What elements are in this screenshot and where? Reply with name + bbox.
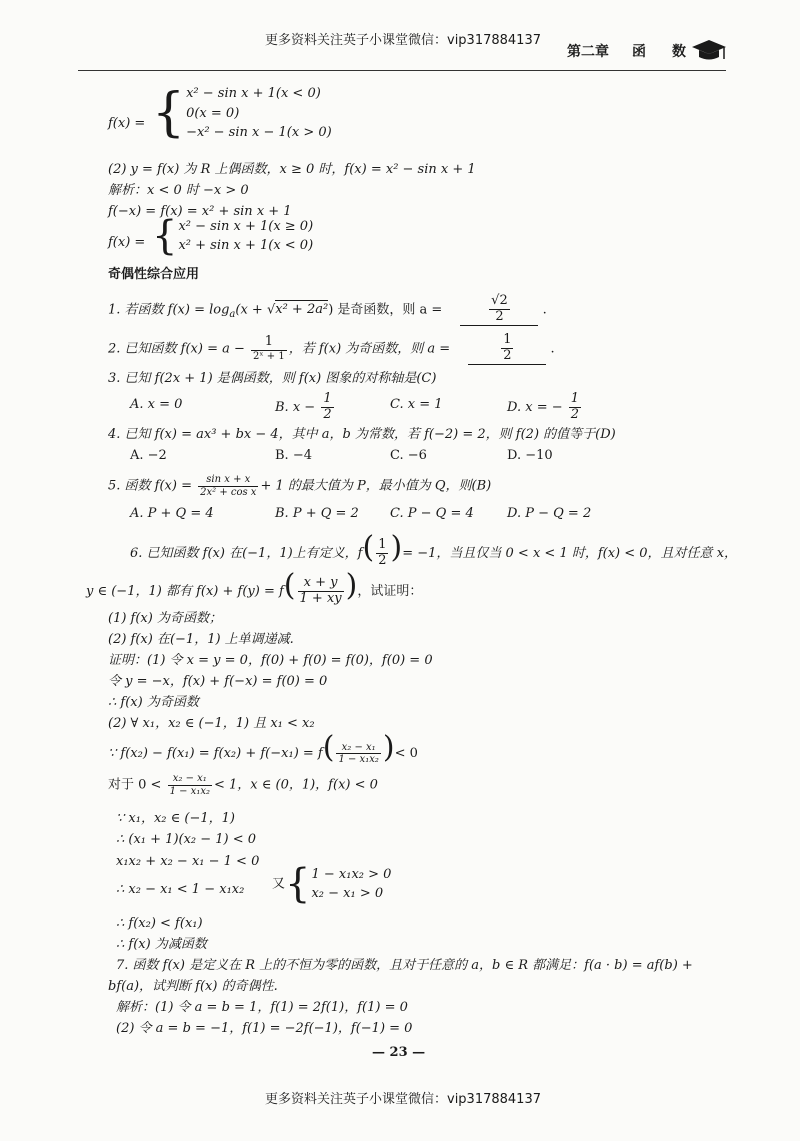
text-line: x₁x₂ + x₂ − x₁ − 1 < 0 (116, 854, 260, 869)
q1-text: 1. 若函数 f(x) = log (108, 302, 230, 318)
system-label: 又 (272, 876, 286, 892)
text-line: (2) 令 a = b = −1，f(1) = −2f(−1)，f(−1) = 0 (116, 1021, 413, 1036)
fraction-denominator: 2 (570, 406, 580, 422)
option-d: D. P − Q = 2 (507, 506, 592, 521)
option-a: A. −2 (130, 448, 167, 463)
question-2: 2. 已知函数 f(x) = a − $\frac{1}{\text{2ˣ + 1}}$ ，若 f(x) 为奇函数，则 a = $\frac{1}{2}$ . (108, 332, 555, 363)
text-line: ∴ f(x) 为减函数 (116, 937, 207, 952)
proof-line (108, 773, 378, 797)
fraction-numerator: sin x + x (198, 474, 258, 487)
option-d: D. −10 (507, 448, 553, 463)
watermark-top: 更多资料关注英子小课堂微信：vip317884137 (265, 33, 541, 48)
text-line: ∴ (x₁ + 1)(x₂ − 1) < 0 (116, 832, 257, 847)
fraction-numerator: 1 (251, 335, 287, 351)
text-line: f(−x) = f(x) = x² + sin x + 1 (108, 204, 292, 219)
section-title: 奇偶性综合应用 (108, 267, 200, 282)
case-line: 1 − x₁x₂ > 0 (311, 866, 392, 882)
fraction-numerator: 1 (570, 391, 580, 406)
q6-text: = −1，当且仅当 0 < x < 1 时，f(x) < 0，且对任意 x， (402, 546, 738, 561)
question-1: 1. 若函数 $f(x) = \log_a(x + √x^2 + 2a^2)$ 是奇函数，则 a = $\frac{√2}{2}$ . (108, 293, 547, 324)
fraction-denominator: 2 (378, 553, 387, 568)
header-rule (78, 70, 726, 71)
fraction-denominator: 1 − x₁x₂ (169, 785, 210, 797)
paren-close: ) (390, 530, 403, 565)
q6-text: ，试证明： (357, 584, 423, 599)
piecewise-2 (152, 213, 314, 259)
piecewise-2-lhs: f(x) = (108, 235, 146, 250)
q6-text: 6. 已知函数 f(x) 在(−1，1)上有定义，f (130, 546, 363, 561)
fraction-denominator: 2 (503, 347, 512, 363)
text-line: 解析：(1) 令 a = b = 1，f(1) = 2f(1)，f(1) = 0 (116, 1000, 408, 1015)
text-line: (2) f(x) 在(−1，1) 上单调递减. (108, 632, 294, 647)
piecewise-1-lhs: f(x) = (108, 116, 146, 131)
system-of-inequalities (272, 861, 392, 907)
question-6 (130, 530, 738, 569)
page-number: — 23 — (372, 1045, 426, 1060)
q1-radicand: x² + 2a² (275, 302, 329, 318)
fraction-numerator: 1 (378, 537, 387, 553)
text-line: 令 y = −x，f(x) + f(−x) = f(0) = 0 (108, 674, 328, 689)
question-4: 4. 已知 f(x) = ax³ + bx − 4，其中 a，b 为常数，若 f(−2) = 2，则 f(2) 的值等于(D) (108, 427, 616, 442)
paren-close: ) (382, 730, 395, 765)
fraction-numerator: x₂ − x₁ (336, 742, 380, 755)
q6-text: y ∈ (−1，1) 都有 f(x) + f(y) = f (86, 584, 284, 599)
option-b (275, 392, 336, 423)
page-number-value: 23 (389, 1045, 408, 1060)
q1-text: (x + (235, 302, 267, 318)
brace-symbol: { (152, 83, 186, 144)
option-b: B. −4 (275, 448, 312, 463)
fraction-denominator: 1 + xy (299, 591, 342, 606)
option-a: A. x = 0 (130, 397, 183, 412)
fraction-denominator: 1 − x₁x₂ (338, 754, 379, 765)
text-line: 解析：x < 0 时 −x > 0 (108, 183, 249, 198)
paren-open: ( (322, 730, 335, 765)
brace-symbol: { (152, 213, 178, 259)
text-line: (1) f(x) 为奇函数； (108, 611, 222, 626)
fraction-numerator: 1 (503, 332, 512, 347)
fraction-numerator: x + y (298, 576, 344, 592)
question-5 (108, 474, 491, 498)
fraction-denominator: 2 (495, 308, 504, 324)
case-line: −x² − sin x − 1(x > 0) (186, 125, 332, 140)
paren-open: ( (362, 530, 375, 565)
q2-answer (468, 333, 546, 365)
paren-close: ) (345, 568, 358, 603)
case-line: x² − sin x + 1(x ≥ 0) (178, 218, 314, 234)
text-line: ∵ x₁，x₂ ∈ (−1，1) (116, 811, 235, 826)
chapter-title-a: 函 (632, 44, 646, 60)
q5-text: + 1 的最大值为 P，最小值为 Q，则(B) (260, 478, 492, 494)
text-line: ∴ f(x) 为奇函数 (108, 695, 199, 710)
proof-text: 对于 0 < (108, 777, 162, 793)
graduation-cap-icon (690, 37, 728, 63)
text-line: 证明：(1) 令 x = y = 0，f(0) + f(0) = f(0)，f(0) = 0 (108, 653, 433, 668)
fraction-denominator: 2x² + cos x (200, 486, 257, 498)
text-line: ∴ f(x₂) < f(x₁) (116, 916, 203, 931)
question-7-cont: bf(a)，试判断 f(x) 的奇偶性. (108, 979, 278, 994)
brace-symbol: { (285, 861, 311, 907)
text-line: (2) y = f(x) 为 R 上偶函数，x ≥ 0 时，f(x) = x² − sin x + 1 (108, 162, 476, 177)
watermark-bottom: 更多资料关注英子小课堂微信：vip317884137 (265, 1092, 541, 1107)
question-7: 7. 函数 f(x) 是定义在 R 上的不恒为零的函数，且对于任意的 a，b ∈ R 都满足：f(a · b) = af(b) + (116, 958, 693, 973)
case-line: x₂ − x₁ > 0 (311, 886, 384, 901)
q1-text: ) 是奇函数，则 a = (328, 302, 443, 318)
option-text: B. x − (275, 399, 316, 415)
fraction-denominator: 2ˣ + 1 (253, 351, 285, 363)
case-line: x² − sin x + 1(x < 0) (186, 86, 321, 101)
question-6-cont (86, 568, 423, 607)
q2-text: ，若 f(x) 为奇函数，则 a = (288, 341, 451, 357)
proof-text: ∵ f(x₂) − f(x₁) = f(x₂) + f(−x₁) = f (108, 746, 323, 761)
case-line: x² + sin x + 1(x < 0) (178, 238, 314, 253)
option-c: C. −6 (390, 448, 427, 463)
proof-text: < 0 (394, 746, 418, 761)
q2-text: 2. 已知函数 f(x) = a − (108, 341, 245, 357)
case-line: 0(x = 0) (186, 105, 240, 121)
chapter-title-b: 数 (672, 44, 686, 60)
fraction-denominator: 2 (323, 406, 332, 422)
chapter-label: 第二章 (567, 44, 609, 60)
question-3: 3. 已知 f(2x + 1) 是偶函数，则 f(x) 图象的对称轴是(C) (108, 371, 437, 386)
q5-text: 5. 函数 f(x) = (108, 478, 192, 494)
proof-line (108, 730, 418, 766)
text-line: ∴ x₂ − x₁ < 1 − x₁x₂ (116, 882, 245, 897)
option-c: C. P − Q = 4 (390, 506, 474, 521)
proof-text: < 1，x ∈ (0，1)，f(x) < 0 (213, 777, 378, 793)
paren-open: ( (283, 568, 296, 603)
q1-answer (460, 294, 538, 326)
piecewise-1 (152, 84, 332, 143)
q1-subscript: a (229, 309, 236, 321)
option-a: A. P + Q = 4 (130, 506, 214, 521)
fraction-numerator: √2 (491, 293, 508, 308)
option-d (507, 392, 583, 423)
fraction-numerator: x₂ − x₁ (168, 773, 212, 786)
option-text: D. x = − (507, 399, 563, 415)
fraction-numerator: 1 (323, 391, 332, 406)
option-c: C. x = 1 (390, 397, 443, 412)
text-line: (2) ∀ x₁，x₂ ∈ (−1，1) 且 x₁ < x₂ (108, 716, 315, 731)
option-b: B. P + Q = 2 (275, 506, 359, 521)
